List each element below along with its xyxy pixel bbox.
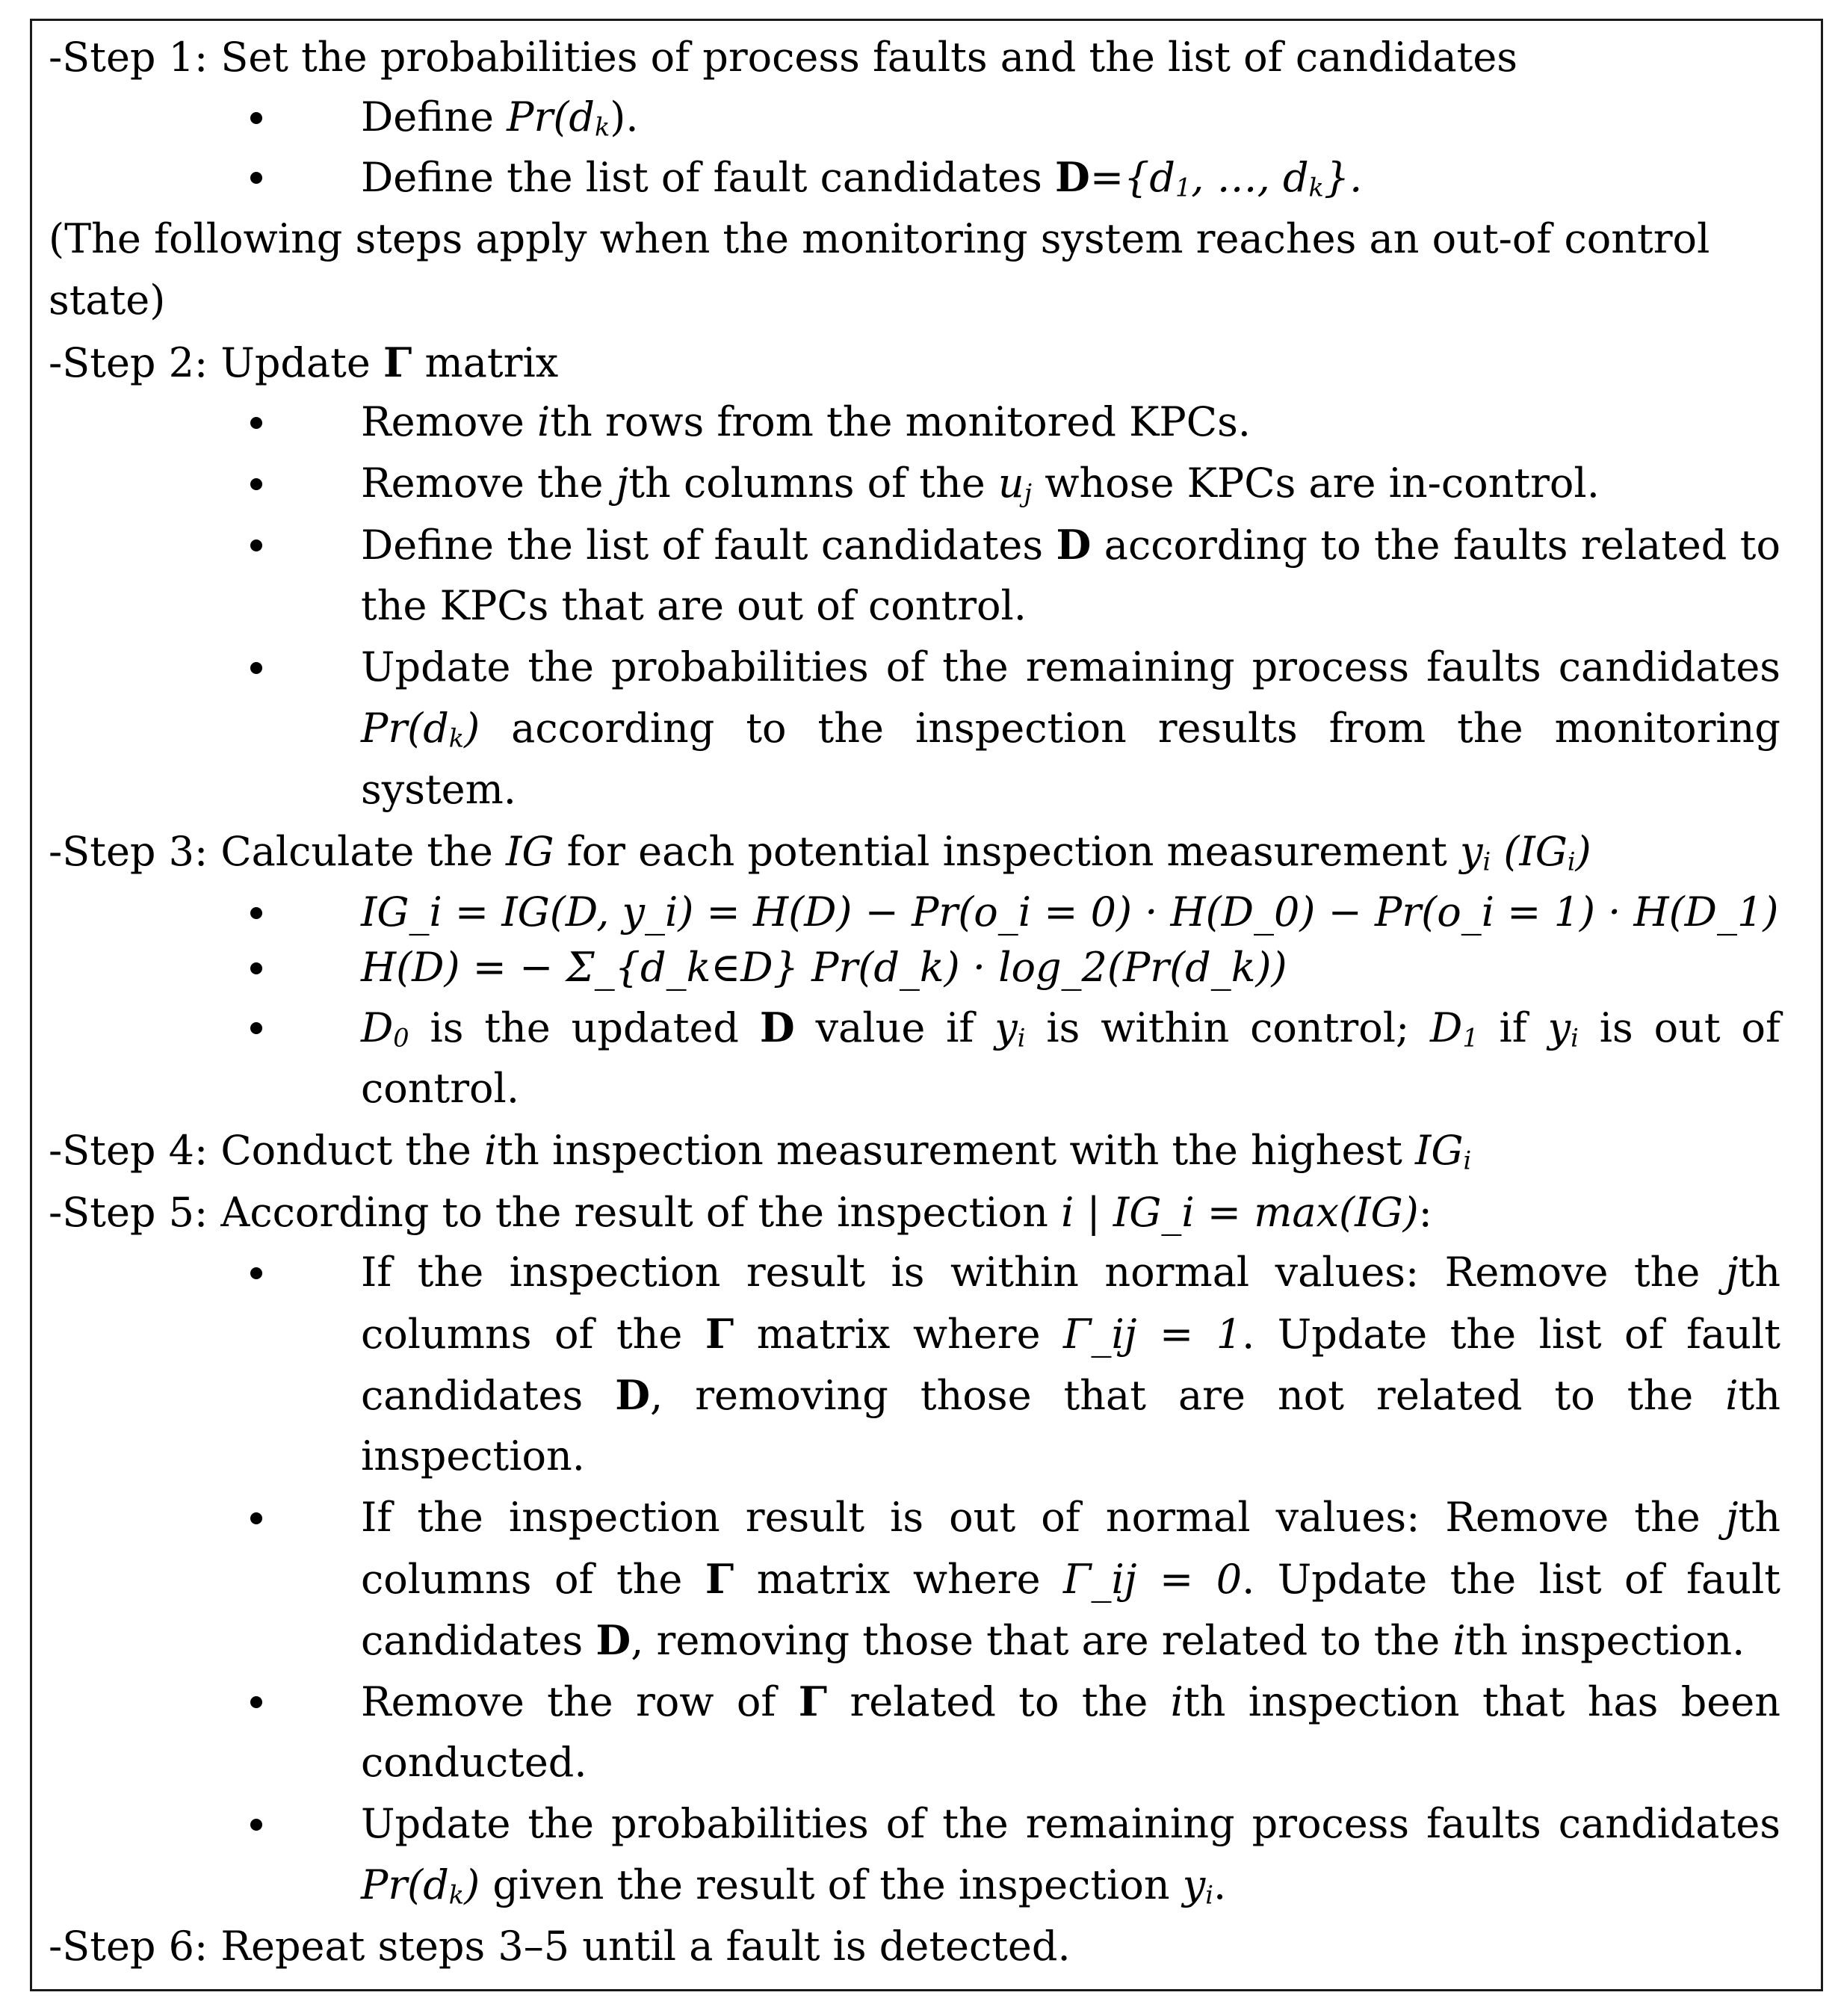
note-line-2: state)	[49, 276, 166, 324]
bullet	[250, 1267, 262, 1279]
bullet	[250, 1022, 262, 1034]
step-5-heading: -Step 5: According to the result of the inspection i | IG_i = max(IG):	[49, 1189, 1432, 1236]
step-5-bullet-1-line-3: candidates D, removing those that are not related to the ith	[361, 1371, 1780, 1419]
note-line-1: (The following steps apply when the monitoring system reaches an out-of control	[49, 215, 1710, 262]
step-5-bullet-3-line-1: Remove the row of Γ related to the ith inspection that has been	[361, 1678, 1780, 1725]
step-2-bullet-2: Remove the jth columns of the $u_j$ whose KPCs are in-control.	[361, 460, 1600, 508]
step-5-bullet-4-line-2: $Pr(d_k)$ given the result of the inspection $y_i$.	[361, 1861, 1227, 1910]
step-2-heading: -Step 2: Update Γ matrix	[49, 338, 559, 386]
step-5-bullet-1-line-1: If the inspection result is within normal values: Remove the jth	[361, 1249, 1780, 1296]
entropy-formula: H(D) = − Σ_{d_k∈D} Pr(d_k) · log_2(Pr(d_k))	[361, 944, 1287, 991]
step-5-bullet-1-line-2: columns of the Γ matrix where Γ_ij = 1. Update the list of fault	[361, 1310, 1780, 1358]
information-gain-formula: IG_i = IG(D, y_i) = H(D) − Pr(o_i = 0) · H(D_0) − Pr(o_i = 1) · H(D_1)	[361, 888, 1779, 936]
step-6: -Step 6: Repeat steps 3–5 until a fault is detected.	[49, 1923, 1071, 1970]
bullet	[250, 1819, 262, 1831]
step-2-bullet-4-line-2: $Pr(d_k)$ according to the inspection results from the monitoring	[361, 705, 1780, 753]
step-5-bullet-2-line-3: candidates D, removing those that are related to the ith inspection.	[361, 1616, 1745, 1664]
step-3-bullet-3-line-2: control.	[361, 1065, 519, 1112]
bullet	[250, 662, 262, 674]
bullet	[250, 539, 262, 551]
bullet	[250, 907, 262, 919]
step-5-bullet-2-line-1: If the inspection result is out of normal values: Remove the jth	[361, 1494, 1780, 1541]
bullet	[250, 962, 262, 974]
step-5-bullet-4-line-1: Update the probabilities of the remaining process faults candidates	[361, 1800, 1780, 1847]
bullet	[250, 112, 262, 124]
step-2-bullet-4-line-1: Update the probabilities of the remaining process faults candidates	[361, 643, 1780, 690]
step-1-bullet-1: Define $Pr(d_k)$.	[361, 93, 639, 142]
bullet	[250, 172, 262, 184]
bullet	[250, 417, 262, 429]
bullet	[250, 1696, 262, 1708]
step-1-bullet-2: Define the list of fault candidates $D=\{d_1$, …, $d_k$}.	[361, 153, 1363, 202]
algorithm-text	[32, 21, 1821, 1989]
algorithm-box	[30, 19, 1823, 1991]
step-5-bullet-1-line-4: inspection.	[361, 1432, 585, 1479]
step-2-bullet-3-line-2: the KPCs that are out of control.	[361, 582, 1027, 629]
step-5-bullet-3-line-2: conducted.	[361, 1739, 587, 1786]
step-1-heading: -Step 1: Set the probabilities of process faults and the list of candidates	[49, 34, 1518, 81]
step-5-bullet-2-line-2: columns of the Γ matrix where Γ_ij = 0. Update the list of fault	[361, 1555, 1780, 1603]
step-2-bullet-1: Remove ith rows from the monitored KPCs.	[361, 398, 1251, 445]
bullet	[250, 1512, 262, 1524]
step-3-bullet-3-line-1: $D_0$ is the updated D value if $y_i$ is within control; $D_1$ if $y_i$ is out of	[361, 1004, 1780, 1053]
bullet	[250, 478, 262, 490]
step-2-bullet-4-line-3: system.	[361, 766, 516, 813]
step-4: -Step 4: Conduct the ith inspection measurement with the highest $IG_i$	[49, 1127, 1472, 1175]
step-3-heading: -Step 3: Calculate the IG for each potential inspection measurement $y_i$ $(IG_i)$	[49, 828, 1591, 876]
step-2-bullet-3-line-1: Define the list of fault candidates D according to the faults related to	[361, 521, 1780, 569]
